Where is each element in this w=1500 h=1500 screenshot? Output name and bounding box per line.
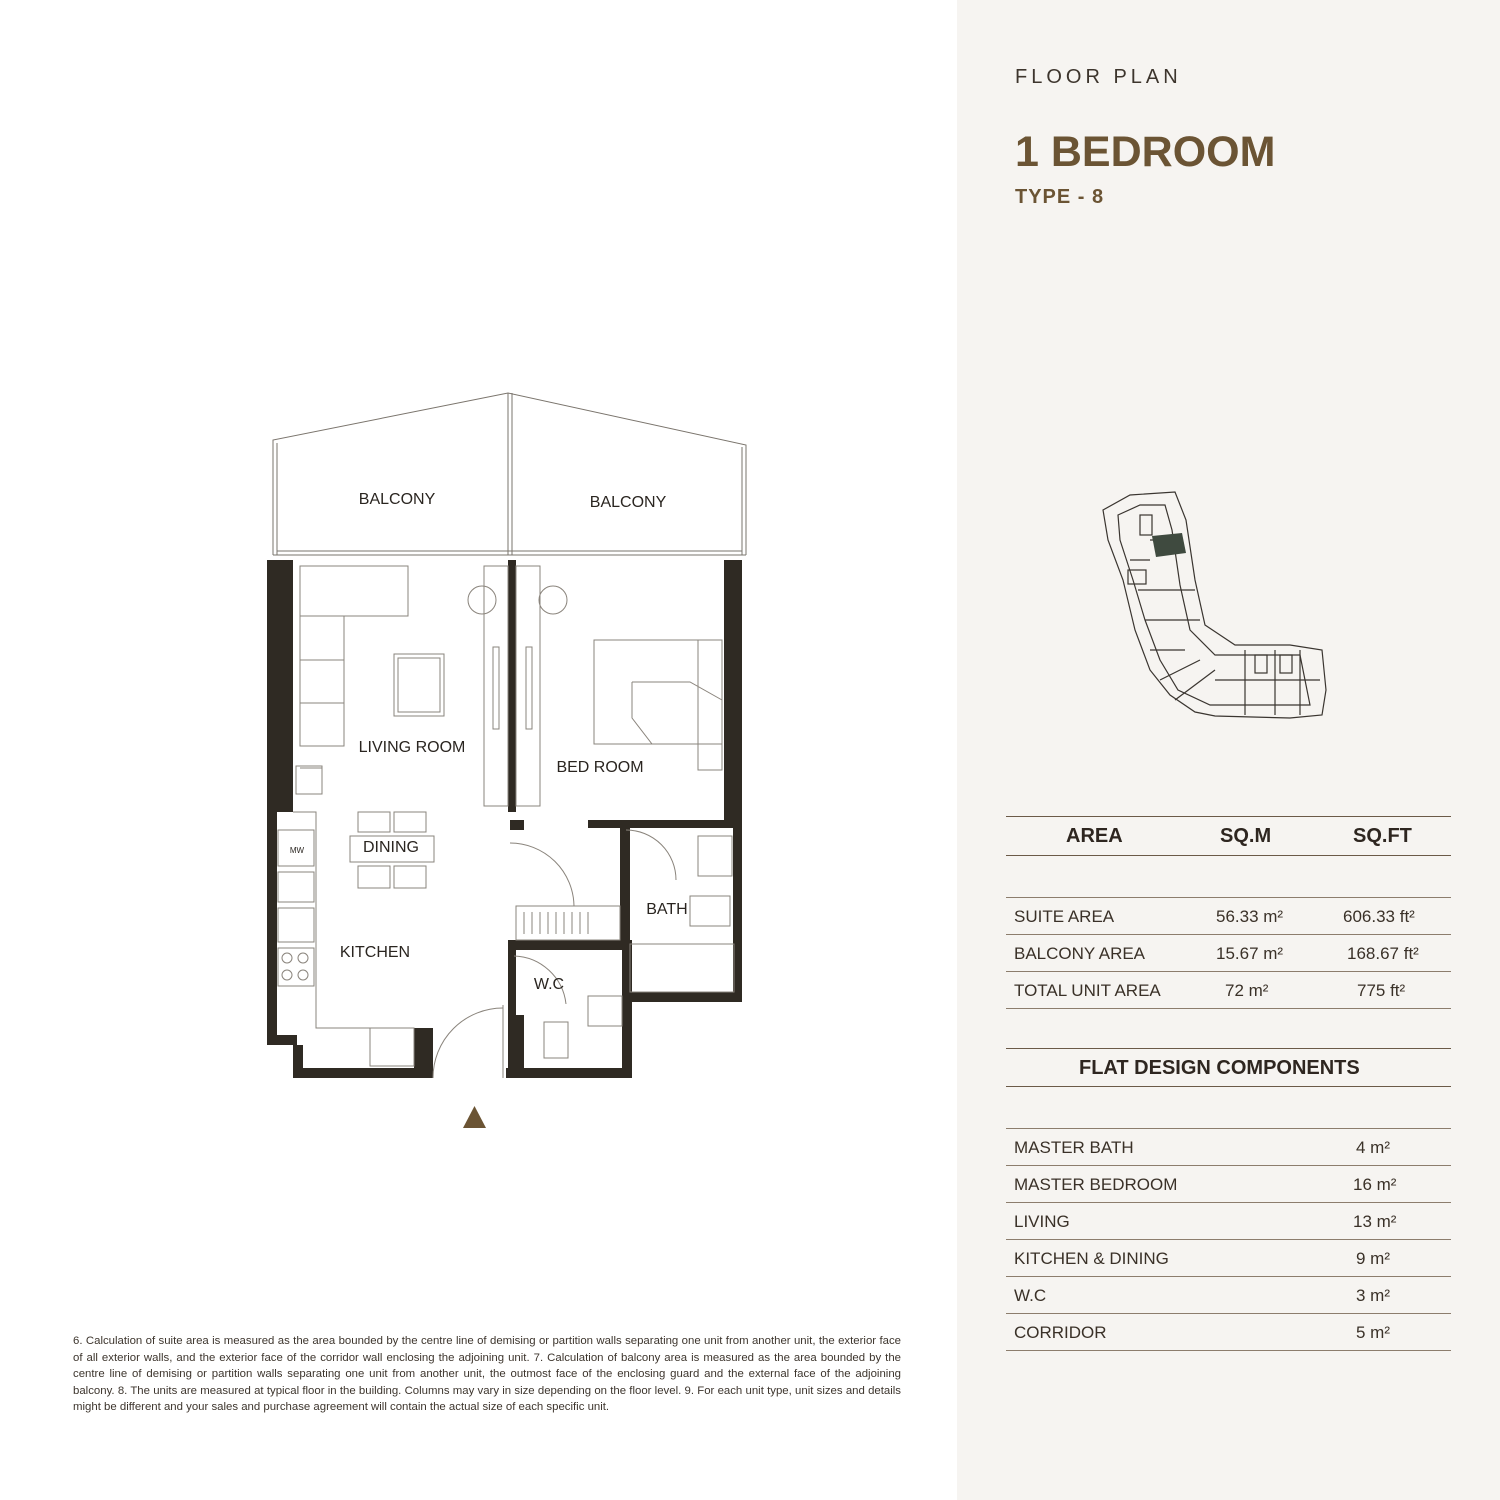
label-bedroom: BED ROOM [556, 759, 644, 776]
table-row [1006, 935, 1451, 972]
row-label: LIVING [1014, 1212, 1070, 1231]
walls [267, 560, 742, 1078]
key-plan [1095, 485, 1335, 725]
row-value: 3 m² [1356, 1286, 1390, 1305]
row-label: SUITE AREA [1014, 907, 1115, 926]
entrance-marker [463, 1106, 486, 1128]
sqm-header-label: SQ.M [1220, 825, 1272, 847]
sqft-header-label: SQ.FT [1353, 825, 1412, 847]
unit-type: TYPE - 8 [1015, 186, 1105, 208]
row-sqft: 606.33 ft² [1343, 907, 1415, 926]
label-dining: DINING [363, 839, 419, 856]
label-balcony-left: BALCONY [358, 491, 436, 508]
table-row [1006, 1129, 1451, 1166]
area-header-label: AREA [1066, 825, 1123, 847]
footnote: 6. Calculation of suite area is measured as the area bounded by the centre line of demising or partition walls separating one unit from another unit, the exterior face of all exterior walls, and the exterior face of the corridor wall enclosing the adjoining unit. 7. Calculation of balcony area is measured as the area bounded by the centre line of demising or partition walls separating one unit from another unit, the outmost face of the enclosing guard and the external face of the adjoining balcony. 8. The units are measured at typical floor in the building. Columns may vary in size depending on the floor level. 9. For each unit type, unit sizes and details might be different and your sales and purchase agreement will contain the actual size of each specific unit. [73, 1335, 901, 1413]
components-table [1006, 1048, 1451, 1351]
row-value: 9 m² [1356, 1249, 1390, 1268]
table-row [1006, 1277, 1451, 1314]
components-header-label: FLAT DESIGN COMPONENTS [1079, 1057, 1360, 1079]
table-row [1006, 898, 1451, 935]
row-label: TOTAL UNIT AREA [1014, 981, 1161, 1000]
eyebrow-label: FLOOR PLAN [1015, 66, 1182, 88]
row-value: 4 m² [1356, 1138, 1390, 1157]
row-value: 13 m² [1353, 1212, 1397, 1231]
label-microwave: MW [289, 846, 305, 855]
label-wc: W.C [533, 976, 565, 993]
row-sqm: 56.33 m² [1216, 907, 1284, 926]
row-label: KITCHEN & DINING [1014, 1249, 1169, 1268]
highlighted-unit [1152, 533, 1186, 557]
table-row [1006, 1203, 1451, 1240]
label-kitchen: KITCHEN [339, 944, 411, 961]
row-sqm: 72 m² [1225, 981, 1269, 1000]
components-table-header [1006, 1048, 1451, 1087]
row-value: 5 m² [1356, 1323, 1390, 1342]
table-row [1006, 1166, 1451, 1203]
area-table [1006, 816, 1451, 1009]
table-row [1006, 1314, 1451, 1351]
table-row [1006, 972, 1451, 1009]
table-spacer [1006, 856, 1451, 898]
balcony-outline [273, 393, 746, 555]
row-label: BALCONY AREA [1014, 944, 1146, 963]
row-label: W.C [1014, 1286, 1047, 1305]
row-label: MASTER BATH [1014, 1138, 1134, 1157]
row-label: CORRIDOR [1014, 1323, 1107, 1342]
table-row [1006, 1240, 1451, 1277]
label-bath: BATH [646, 901, 688, 918]
floor-plan [260, 385, 760, 1145]
row-sqft: 168.67 ft² [1347, 944, 1419, 963]
row-value: 16 m² [1353, 1175, 1397, 1194]
row-sqm: 15.67 m² [1216, 944, 1284, 963]
row-sqft: 775 ft² [1357, 981, 1406, 1000]
label-living-room: LIVING ROOM [358, 739, 466, 756]
page-title: 1 BEDROOM [1015, 128, 1276, 176]
area-table-header [1006, 816, 1451, 856]
label-balcony-right: BALCONY [589, 494, 667, 511]
table-spacer [1006, 1087, 1451, 1129]
row-label: MASTER BEDROOM [1014, 1175, 1178, 1194]
